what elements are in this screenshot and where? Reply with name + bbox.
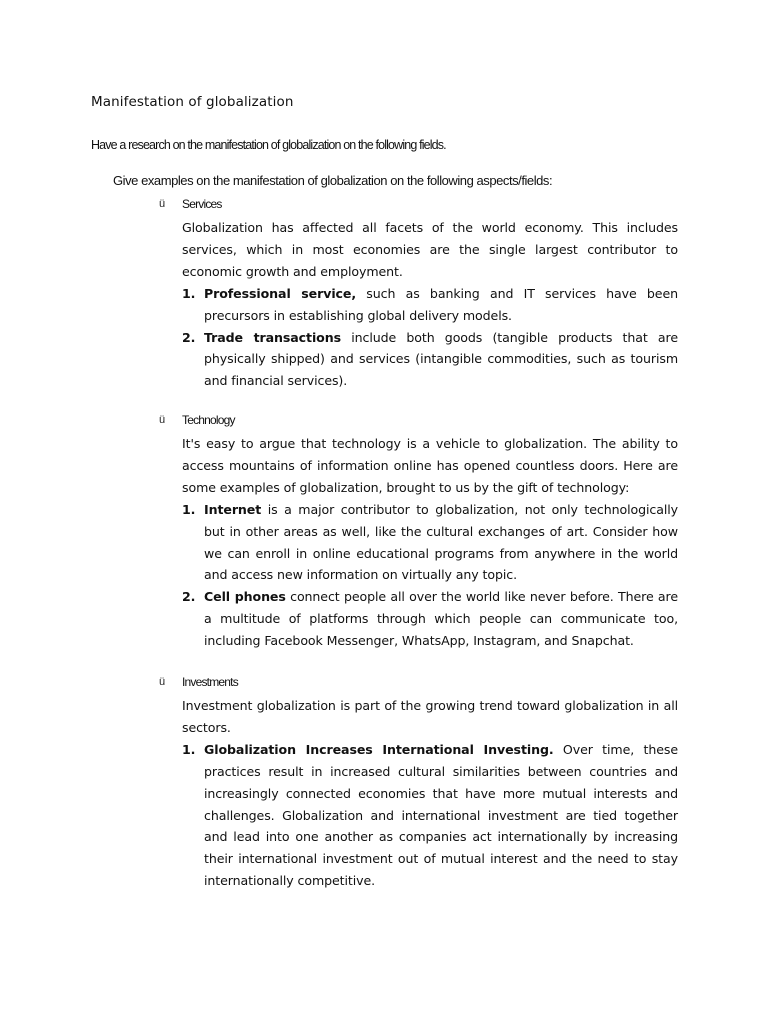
- list-item-lead: Globalization Increases International Investing.: [204, 741, 554, 757]
- list-item-lead: Cell phones: [204, 589, 286, 605]
- checkmark-bullet-icon: ü: [159, 676, 166, 688]
- list-item-text: include both goods (tangible products that are physically shipped) and services (intangible commodities, such as tourism and financial services).: [204, 329, 678, 389]
- document-title: Manifestation of globalization: [91, 94, 294, 110]
- section-intro: Globalization has affected all facets of the world economy. This includes services, which in most economies are the single largest contributor to economic growth and employment.: [182, 220, 678, 279]
- section-heading: Technology: [182, 413, 235, 427]
- numbered-list: [182, 283, 678, 393]
- list-item-text: connect people all over the world like never before. There are a multitude of platforms through which people can communicate too, including Facebook Messenger, WhatsApp, Instagram, and Snapchat.: [204, 589, 678, 649]
- list-number: 1.: [182, 501, 196, 517]
- list-item-text: such as banking and IT services have been precursors in establishing global delivery models.: [204, 285, 678, 323]
- section-heading: Services: [182, 197, 222, 211]
- list-number: 1.: [182, 741, 196, 757]
- section-heading: Investments: [182, 675, 238, 689]
- list-item-text: Over time, these practices result in increased cultural similarities between countries and increasingly connected economies that have more mutual interests and challenges. Globalization and international investment are tied together and lead into one another as companies act internationally by increasing their international investment out of mutual interest and the need to stay internationally competitive.: [204, 741, 678, 889]
- list-item-text: is a major contributor to globalization, not only technologically but in other areas as well, like the cultural exchanges of art. Consider how we can enroll in online educational programs from anywhere in the world and access new information on virtually any topic.: [204, 501, 678, 583]
- section-intro: It's easy to argue that technology is a vehicle to globalization. The ability to access mountains of information online has opened countless doors. Here are some examples of globalization, brought to us by the gift of technology:: [182, 436, 678, 495]
- list-item: [182, 586, 678, 652]
- section-body: [182, 433, 678, 652]
- list-item: [182, 739, 678, 892]
- list-item-lead: Professional service,: [204, 285, 357, 301]
- section-body: [182, 217, 678, 392]
- list-number: 2.: [182, 329, 196, 345]
- list-item-lead: Trade transactions: [204, 329, 341, 345]
- list-number: 1.: [182, 285, 196, 301]
- list-number: 2.: [182, 589, 196, 605]
- section-body: [182, 695, 678, 892]
- checkmark-bullet-icon: ü: [159, 414, 166, 426]
- list-item: [182, 499, 678, 587]
- assignment-prompt: Give examples on the manifestation of globalization on the following aspects/fields:: [113, 173, 553, 188]
- list-item-lead: Internet: [204, 501, 262, 517]
- checkmark-bullet-icon: ü: [159, 198, 166, 210]
- list-item: [182, 327, 678, 393]
- section-intro: Investment globalization is part of the growing trend toward globalization in all sectors.: [182, 698, 678, 735]
- assignment-instruction: Have a research on the manifestation of globalization on the following fields.: [91, 138, 446, 152]
- list-item: [182, 283, 678, 327]
- numbered-list: [182, 739, 678, 892]
- numbered-list: [182, 499, 678, 652]
